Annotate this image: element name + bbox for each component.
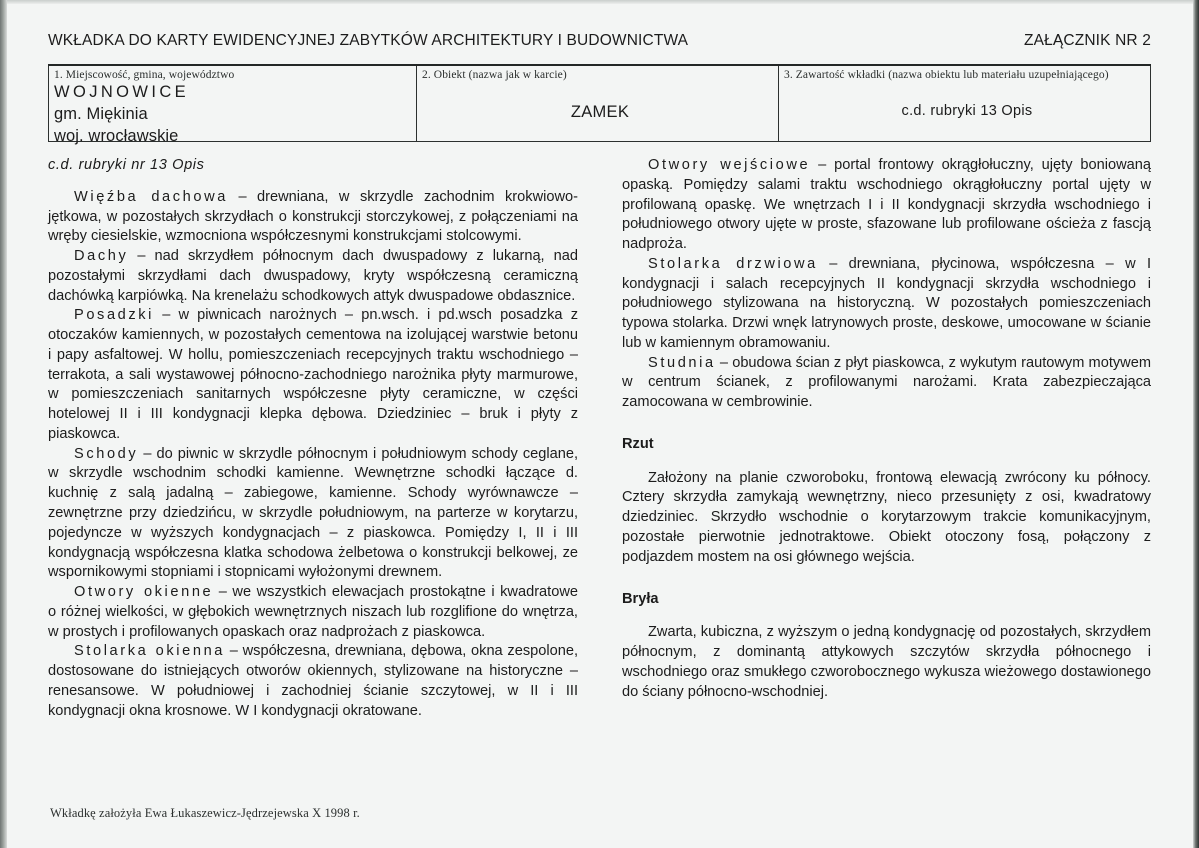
object-name: ZAMEK bbox=[570, 103, 630, 121]
paragraph-text: – nad skrzydłem północnym dach dwuspadowy z lukarną, nad pozostałymi skrzydłami dach dwuspadowy, kryty współczesną ceramiczną dachówką karpiówką. Na krenelażu schodkowych attyk dwuspadowe obdasznice. bbox=[48, 248, 578, 304]
paragraph-text: – drewniana, w skrzydle zachodnim krokwiowo-jętkowa, w pozostałych skrzydłach o konstrukcji storczykowej, z połączeniami na wręby ciesielskie, wzmocniona współczesnymi konstrukcjami stolcowymi. bbox=[48, 188, 578, 245]
paragraph-stolarka-drzwiowa bbox=[622, 255, 1151, 354]
paragraph-text: – do piwnic w skrzydle północnym i południowym schody ceglane, w skrzydle wschodnim schodki kamienne. Wewnętrzne schodki łączące d. kuchnię z salą jadalną – zabiegowe, kamienne. Schody wyrównawcze – zewnętrzne przy dziedzińcu, w skrzydle południowym, na parterze w korytarzu, pojedyncze w wyższych kondygnacjach – z piaskowca. Pomiędzy I, II i III kondygnacją współczesna klatka schodowa żelbetowa o konstrukcji belkowej, ze wspornikowymi stopniami i stopnicami wyłożonymi drewnem. bbox=[48, 445, 578, 581]
document-header bbox=[48, 32, 1151, 50]
paragraph-lead: Stolarka okienna bbox=[74, 643, 226, 660]
metadata-label-object: 2. Obiekt (nazwa jak w karcie) bbox=[422, 69, 567, 81]
locality-voivodeship: woj. wrocławskie bbox=[54, 126, 179, 145]
paragraph-posadzki bbox=[48, 306, 578, 444]
left-column bbox=[48, 156, 578, 721]
paragraph-rzut: Założony na planie czworoboku, frontową elewacją zwrócony ku północy. Cztery skrzydła zamykają wewnętrzny, nieco przesunięty z osi, kwadratowy dziedziniec. Skrzydło wschodnie o korytarzowym trakcie komunikacyjnym, pozostałe pierwotnie jednotraktowe. Obiekt otoczony fosą, połączony z podjazdem mostem na osi głównego wejścia. bbox=[622, 469, 1151, 565]
metadata-label-locality: 1. Miejscowość, gmina, województwo bbox=[54, 69, 235, 81]
paragraph-lead: Dachy bbox=[74, 248, 129, 265]
paragraph-dachy bbox=[48, 247, 578, 306]
content-description: c.d. rubryki 13 Opis bbox=[901, 103, 1033, 119]
paragraph-otwory-okienne bbox=[48, 583, 578, 642]
section-heading-bryla: Bryła bbox=[622, 590, 659, 607]
paragraph-stolarka-okienna bbox=[48, 642, 578, 721]
body-columns bbox=[48, 156, 1151, 721]
scan-edge-top bbox=[0, 0, 1199, 4]
section-subtitle: c.d. rubryki nr 13 Opis bbox=[48, 157, 205, 173]
paragraph-text: – portal frontowy okrągłołuczny, ujęty boniowaną opaską. Pomiędzy salami traktu wschodniego okrągłołuczny portal ujęty w profilowaną opaskę. We wnętrzach I i II kondygnacji skrzydła wschodniego i południowego otwory ujęte w proste, sfazowane lub profilowane ościeża z fascją nadproża. bbox=[622, 157, 1151, 253]
metadata-value-locality bbox=[54, 82, 416, 148]
paragraph-lead: Otwory okienne bbox=[74, 584, 214, 601]
scan-edge-left bbox=[0, 0, 7, 848]
metadata-cell-object bbox=[416, 66, 778, 141]
paragraph-wiezba bbox=[48, 188, 578, 247]
paragraph-text: – drewniana, płycinowa, współczesna – w I kondygnacji i salach recepcyjnych II kondygnacji skrzydła wschodniego i południowego stylizowana na historyczną. W pozostałych pomieszczeniach typowa stolarka. Drzwi wnęk latrynowych proste, deskowe, umocowane w ścianie lub w kamiennym obramowaniu. bbox=[622, 255, 1151, 351]
paragraph-text: – we wszystkich elewacjach prostokątne i kwadratowe o różnej wielkości, w głębokich wewnętrznych niszach lub rozglifione do wnętrza, w prostych i profilowanych opaskach oraz nadprożach z piaskowca. bbox=[48, 584, 578, 640]
paragraph-text: – współczesna, drewniana, dębowa, okna zespolone, dostosowane do istniejących otworów okiennych, stylizowane na historyczne – renesansowe. W południowej i zachodniej ścianie szczytowej, w II i III kondygnacji okna krosnowe. W I kondygnacji okratowane. bbox=[48, 643, 579, 719]
paragraph-otwory-wejsciowe bbox=[622, 156, 1151, 255]
footer-note: Wkładkę założyła Ewa Łukaszewicz-Jędrzejewska X 1998 r. bbox=[50, 806, 360, 820]
metadata-table bbox=[48, 64, 1151, 145]
paragraph-lead: Schody bbox=[74, 445, 139, 462]
paragraph-bryla: Zwarta, kubiczna, z wyższym o jedną kondygnację od pozostałych, skrzydłem północnym, z dominantą attykowych szczytów skrzydła północnego i wschodniego oraz smukłego czworobocznego wykusza wieżowego dostawionego do ściany północno-wschodniej. bbox=[622, 624, 1151, 700]
paragraph-lead: Więźba dachowa bbox=[74, 188, 228, 205]
scan-edge-right bbox=[1193, 0, 1199, 848]
document-title: WKŁADKA DO KARTY EWIDENCYJNEJ ZABYTKÓW ARCHITEKTURY I BUDOWNICTWA bbox=[48, 32, 689, 49]
section-heading-rzut: Rzut bbox=[622, 435, 654, 452]
paragraph-lead: Otwory wejściowe bbox=[648, 157, 811, 173]
locality-name: WOJNOWICE bbox=[54, 83, 190, 101]
annex-number: ZAŁĄCZNIK NR 2 bbox=[1024, 32, 1151, 49]
paragraph-lead: Studnia bbox=[648, 354, 716, 371]
right-column bbox=[622, 156, 1151, 721]
metadata-label-content: 3. Zawartość wkładki (nazwa obiektu lub materiału uzupełniającego) bbox=[784, 69, 1109, 81]
paragraph-text: – w piwnicach narożnych – pn.wsch. i pd.wsch posadzka z otoczaków kamiennych, w pozostałych cementowa na izolującej warstwie betonu i papy asfaltowej. W hollu, pomieszczeniach recepcyjnych traktu wschodniego – terrakota, a sali wystawowej północno-zachodniego narożnika płyty marmurowe, w pomieszczeniach sanitarnych współczesne płyty ceramiczne, w części hotelowej II i III kondygnacji klepka dębowa. Dziedziniec – bruk i płyty z piaskowca. bbox=[48, 307, 578, 442]
metadata-cell-content bbox=[778, 66, 1151, 141]
paragraph-lead: Posadzki bbox=[74, 307, 155, 324]
metadata-cell-locality bbox=[48, 66, 416, 145]
paragraph-schody bbox=[48, 445, 578, 583]
locality-commune: gm. Miękinia bbox=[54, 104, 148, 123]
paragraph-studnia bbox=[622, 354, 1151, 413]
paragraph-text: – obudowa ścian z płyt piaskowca, z wykutym rautowym motywem w centrum ścianek, z profilowanymi narożami. Krata zabezpieczająca zamocowana w cembrowinie. bbox=[622, 354, 1151, 411]
paragraph-lead: Stolarka drzwiowa bbox=[648, 255, 818, 272]
